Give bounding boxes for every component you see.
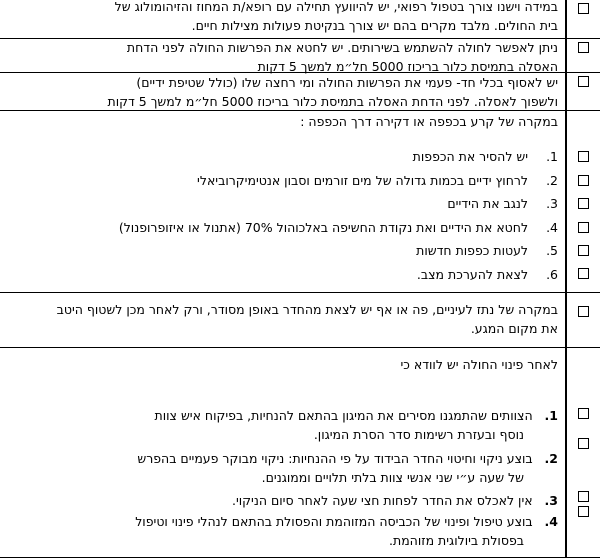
checkbox-row-6-item-4[interactable] bbox=[578, 506, 589, 517]
column-divider bbox=[565, 293, 567, 348]
row-3-text: יש לאסוף בכלי חד- פעמי את הפרשות החולה ומי רחצה שלו (כולל שטיפת ידיים) ולשפוך לאסלה. לפני הדחת האסלה בתמיסת כלור בריכוז 5000 חל״מ למשך 5 דקות bbox=[107, 75, 558, 109]
checkbox-row-2[interactable] bbox=[578, 42, 589, 53]
row-6-intro: לאחר פינוי החולה יש לוודא כי bbox=[400, 357, 558, 372]
list-item: 2. לרחוץ ידיים בכמות גדולה של מים זורמים וסבון אנטימיקרוביאלי bbox=[197, 172, 558, 188]
checkbox-row-4-item-5[interactable] bbox=[578, 245, 589, 256]
checklist-row-1 bbox=[0, 0, 600, 39]
checkbox-row-6-item-2[interactable] bbox=[578, 438, 589, 449]
row-6-item-1: 1. הצוותים שהתמגנו מסירים את המיגון בהתאם להנחיות, בפיקוח איש צוות נוסף ובעזרת רשימות סדר הסרת המיגון. bbox=[154, 408, 558, 442]
checklist-row-4 bbox=[0, 110, 600, 293]
list-item: 6. לצאת להערכת מצב. bbox=[416, 266, 558, 282]
checkbox-row-6-item-1[interactable] bbox=[578, 408, 589, 419]
checkbox-row-4-item-6[interactable] bbox=[578, 268, 589, 279]
checkbox-row-1[interactable] bbox=[578, 3, 589, 14]
checklist-row-5 bbox=[0, 292, 600, 348]
list-item: 5. לעטות כפפות חדשות bbox=[416, 243, 558, 258]
list-item: 1. יש להסיר את הכפפות bbox=[412, 149, 558, 164]
row-6-item-3: 3. אין לאכלס את החדר לפחות חצי שעה לאחר סיום הניקוי. bbox=[232, 493, 558, 508]
row-6-item-4: 4. בוצע טיפול ופינוי של הכביסה המזוהמת והפסולת בהתאם לנהלי פינוי וטיפול בפסולת ביולוגית מזוהמת. bbox=[135, 514, 558, 548]
checklist-row-6 bbox=[0, 347, 600, 558]
checklist-row-2 bbox=[0, 38, 600, 73]
checkbox-row-3[interactable] bbox=[578, 76, 589, 87]
column-divider bbox=[565, 348, 567, 557]
checkbox-row-4-item-4[interactable] bbox=[578, 222, 589, 233]
column-divider bbox=[565, 0, 567, 39]
row-4-intro: במקרה של קרע בכפפה או דקירה דרך הכפפה : bbox=[300, 114, 558, 129]
row-4-numbered-list bbox=[119, 145, 558, 286]
column-divider bbox=[565, 39, 567, 73]
column-divider bbox=[565, 73, 567, 111]
list-item: 3. לנגב את הידיים bbox=[447, 196, 558, 211]
checkbox-row-4-item-3[interactable] bbox=[578, 198, 589, 209]
checklist-row-3 bbox=[0, 72, 600, 111]
row-1-text: במידה וישנו צורך בטפול רפואי, יש להיוועץ תחילה עם רופא/ת המחוז והזיהומולוג של בית החולים. מלבד מקרים בהם יש צורך בנקיטת פעולות מצילות חיים. bbox=[114, 0, 558, 33]
row-2-text: ניתן לאפשר לחולה להשתמש בשירותים. יש לחטא את הפרשות החולה לפני הדחת האסלה בתמיסת כלור בריכוז 5000 חל״מ למשך 5 דקות bbox=[126, 40, 558, 74]
row-6-item-2: 2. בוצע ניקוי וחיטוי החדר הבידוד על פי ההנחיות: ניקוי מבוקר פעמיים בהפרש של שעה ע״י שני אנשי צוות בלתי תלויים וממוגנים. bbox=[137, 451, 558, 485]
checkbox-row-4-item-1[interactable] bbox=[578, 151, 589, 162]
column-divider bbox=[565, 111, 567, 293]
list-item: 4. לחטא את הידיים ואת נקודת החשיפה באלכוהול 70% (אתנול או איזופרופנול) bbox=[118, 219, 558, 235]
checkbox-row-4-item-2[interactable] bbox=[578, 175, 589, 186]
checkbox-row-6-item-3[interactable] bbox=[578, 491, 589, 502]
checkbox-row-5[interactable] bbox=[578, 306, 589, 317]
row-5-text: במקרה של נתז לעיניים, פה או אף יש לצאת מהחדר באופן מסודר, ורק לאחר מכן לשטוף היטב את מקום המגע. bbox=[56, 302, 558, 336]
